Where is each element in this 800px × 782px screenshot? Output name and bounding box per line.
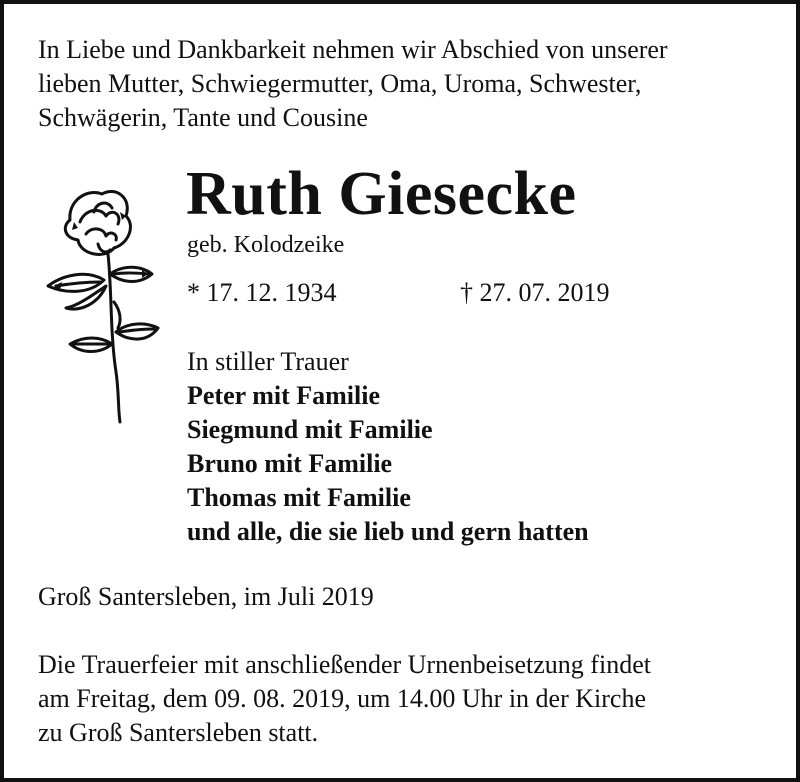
deceased-name: Ruth Giesecke — [186, 160, 577, 228]
notice-line: zu Groß Santersleben statt. — [38, 718, 319, 747]
mourner-entry: Siegmund mit Familie — [187, 415, 433, 444]
mourner-entry: Thomas mit Familie — [187, 483, 411, 512]
birth-date: * 17. 12. 1934 — [187, 278, 337, 307]
intro-text — [38, 33, 778, 135]
mourners-lead: In stiller Trauer — [187, 347, 349, 376]
mourner-entry: Bruno mit Familie — [187, 449, 393, 478]
maiden-name: geb. Kolodzeike — [187, 232, 345, 258]
death-date: † 27. 07. 2019 — [460, 278, 610, 307]
notice-line: am Freitag, dem 09. 08. 2019, um 14.00 Uhr in der Kirche — [38, 684, 646, 713]
rose-icon — [40, 182, 170, 427]
funeral-notice — [38, 648, 778, 750]
notice-line: Die Trauerfeier mit anschließender Urnenbeisetzung findet — [38, 650, 651, 679]
intro-line: Schwägerin, Tante und Cousine — [38, 103, 368, 132]
intro-line: In Liebe und Dankbarkeit nehmen wir Abschied von unserer — [38, 35, 668, 64]
mourner-entry: und alle, die sie lieb und gern hatten — [187, 517, 589, 546]
place-and-date: Groß Santersleben, im Juli 2019 — [38, 582, 374, 611]
mourner-entry: Peter mit Familie — [187, 381, 380, 410]
intro-line: lieben Mutter, Schwiegermutter, Oma, Uroma, Schwester, — [38, 69, 642, 98]
mourners-list — [187, 345, 589, 549]
